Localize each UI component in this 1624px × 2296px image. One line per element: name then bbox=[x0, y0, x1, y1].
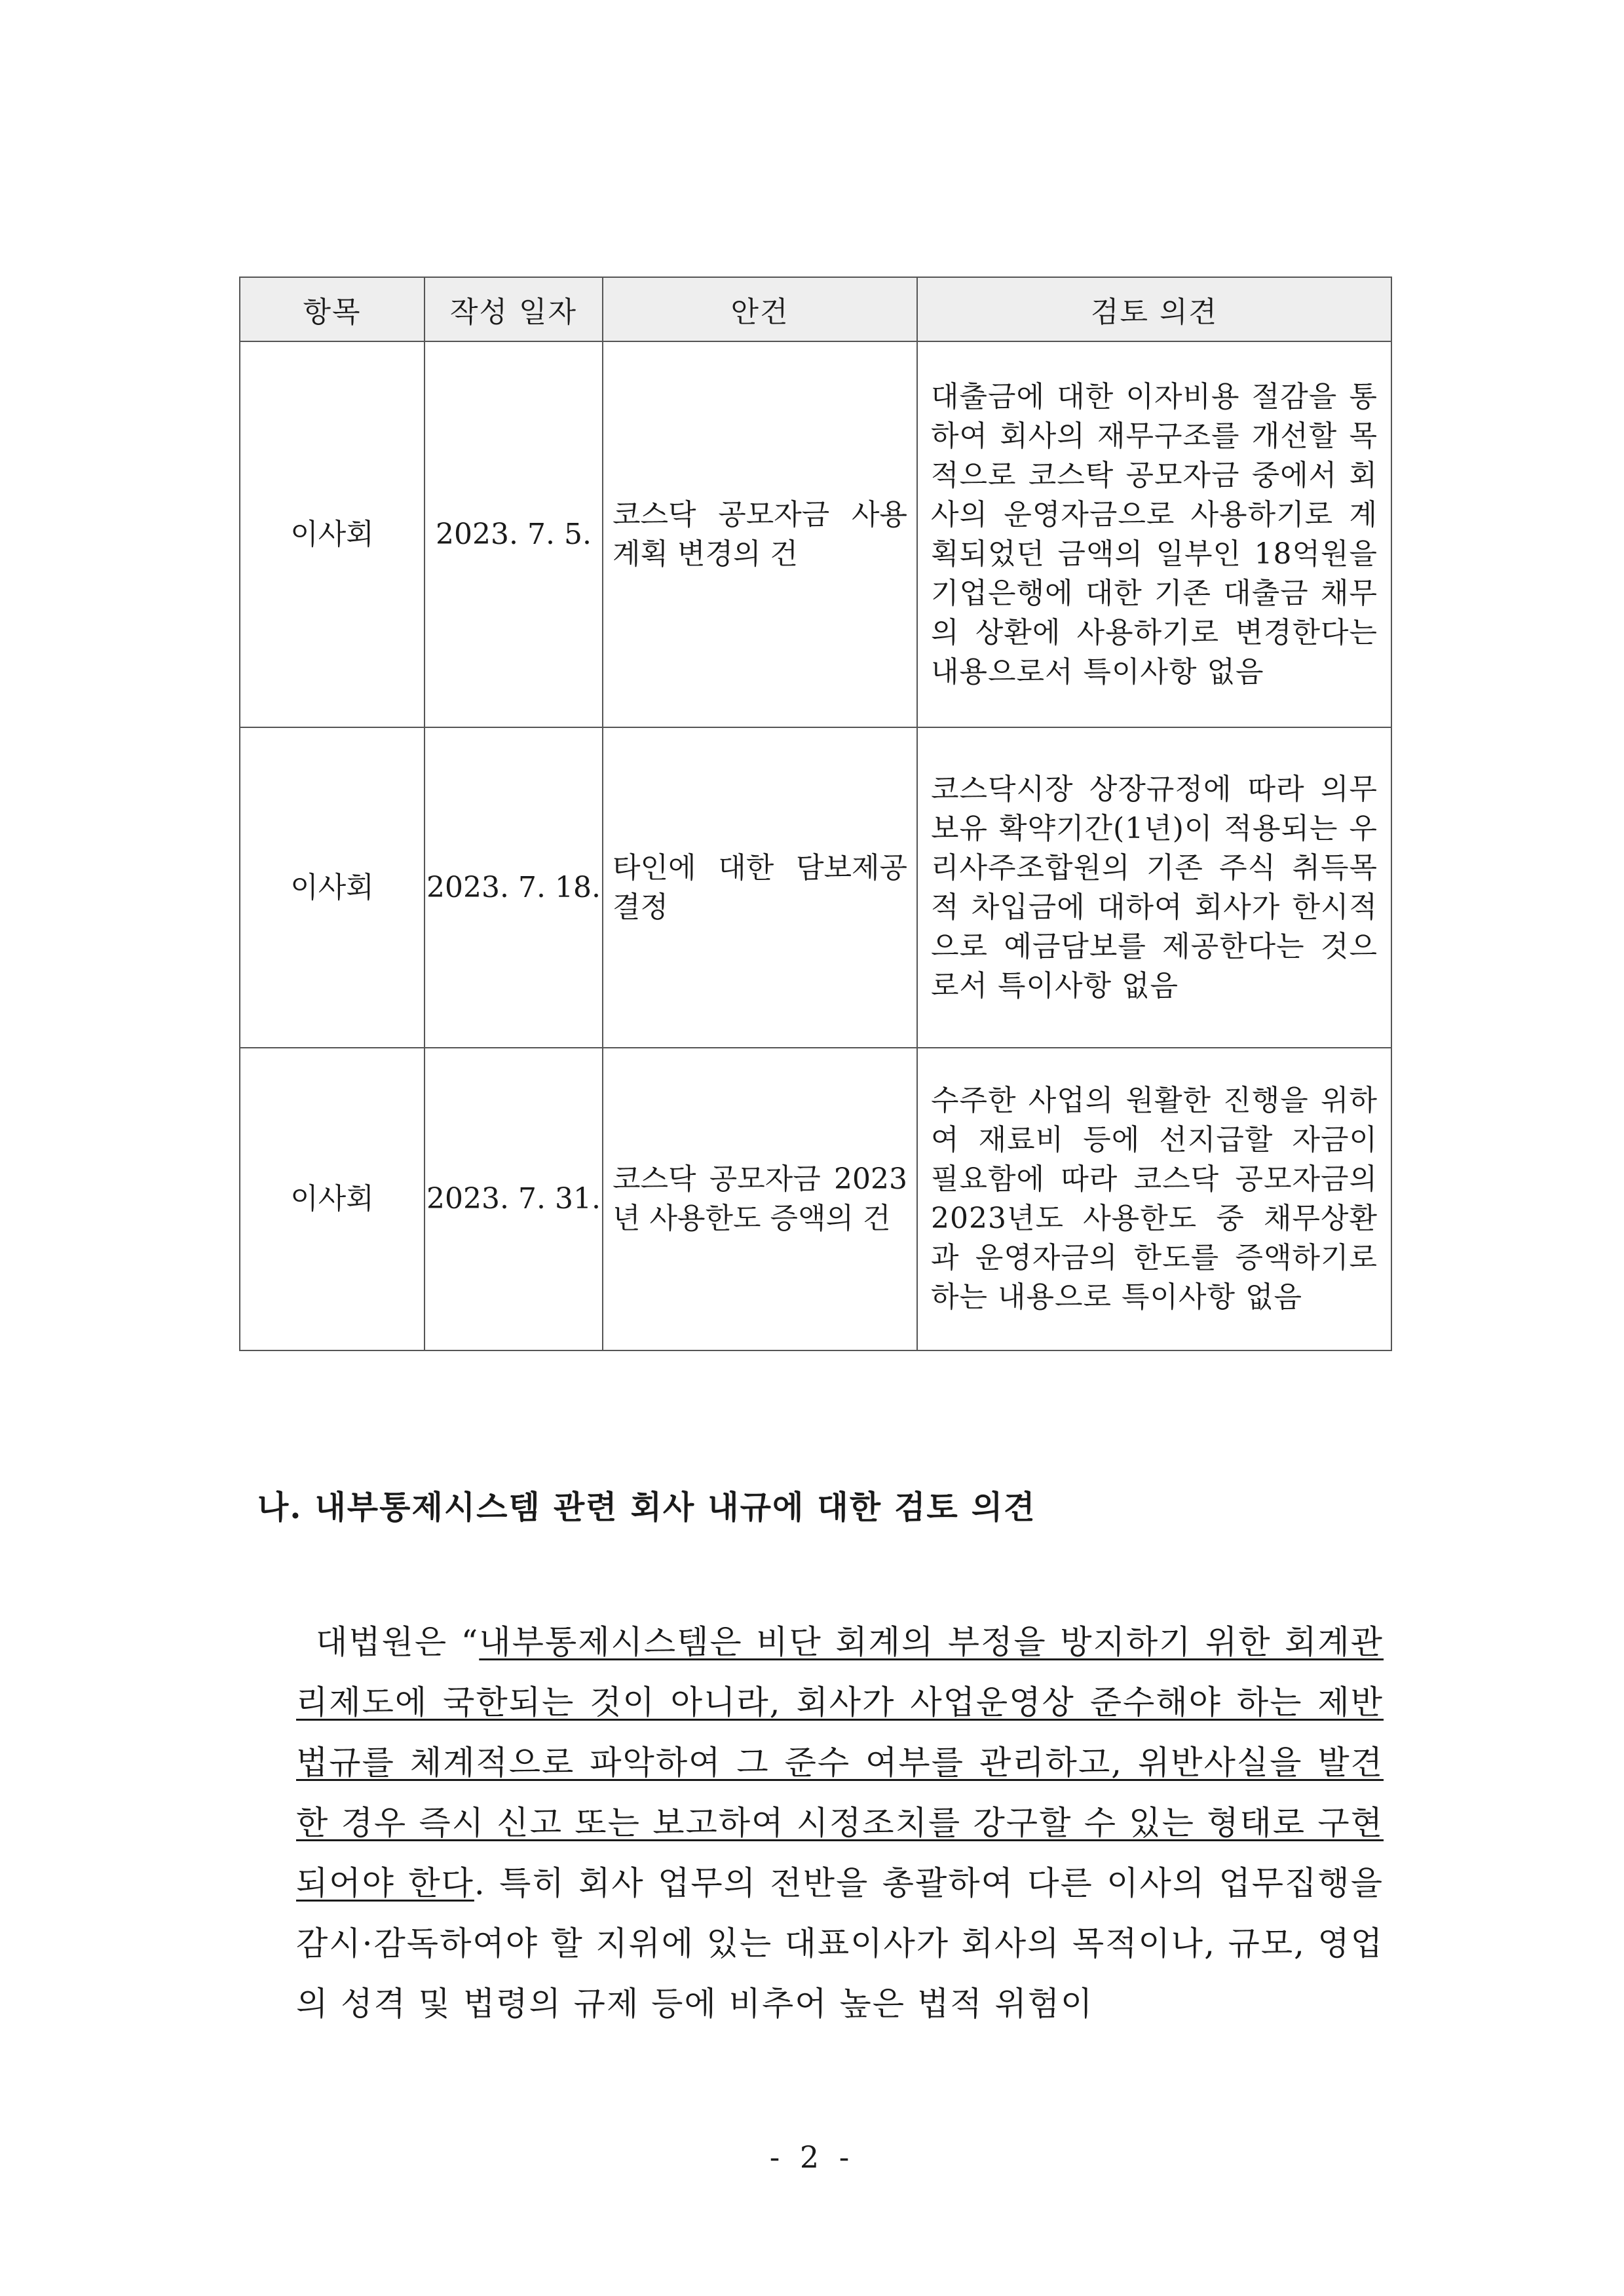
cell-item: 이사회 bbox=[240, 727, 425, 1048]
cell-date: 2023. 7. 31. bbox=[425, 1048, 603, 1350]
section-heading: 나. 내부통제시스템 관련 회사 내규에 대한 검토 의견 bbox=[257, 1488, 1036, 1526]
cell-item: 이사회 bbox=[240, 341, 425, 727]
header-date: 작성 일자 bbox=[425, 277, 603, 341]
cell-date: 2023. 7. 18. bbox=[425, 727, 603, 1048]
header-opinion: 검토 의견 bbox=[917, 277, 1391, 341]
cell-opinion: 대출금에 대한 이자비용 절감을 통하여 회사의 재무구조를 개선할 목적으로 코스탁 공모자금 중에서 회사의 운영자금으로 사용하기로 계획되었던 금액의 일부인 18억원을 기업은행에 대한 기존 대출금 채무의 상환에 사용하기로 변경한다는 내용으로서 특이사항 없음 bbox=[917, 341, 1391, 727]
page-number: - 2 - bbox=[769, 2139, 855, 2175]
cell-agenda: 코스닥 공모자금 2023년 사용한도 증액의 건 bbox=[603, 1048, 917, 1350]
cell-agenda: 코스닥 공모자금 사용계획 변경의 건 bbox=[603, 341, 917, 727]
table-row bbox=[240, 727, 1391, 1048]
cell-item: 이사회 bbox=[240, 1048, 425, 1350]
table-header-row bbox=[240, 277, 1391, 341]
para-rest: . 특히 회사 업무의 전반을 총괄하여 다른 이사의 업무집행을 감시·감독하여야 할 지위에 있는 대표이사가 회사의 목적이나, 규모, 영업의 성격 및 법령의 규제 등에 비추어 높은 법적 위험이 bbox=[296, 1864, 1384, 2023]
supreme-court-quote: 내부통제시스템은 비단 회계의 부정을 방지하기 위한 회계관리제도에 국한되는 것이 아니라, 회사가 사업운영상 준수해야 하는 제반 법규를 체계적으로 파악하여 그 준수 여부를 관리하고, 위반사실을 발견한 경우 즉시 신고 또는 보고하여 시정조치를 강구할 수 있는 형태로 구현되어야 한다 bbox=[296, 1623, 1384, 1902]
cell-date: 2023. 7. 5. bbox=[425, 341, 603, 727]
para-lead: 대법원은 “ bbox=[316, 1623, 480, 1661]
board-review-table bbox=[239, 277, 1392, 1351]
cell-agenda: 타인에 대한 담보제공 결정 bbox=[603, 727, 917, 1048]
table-row bbox=[240, 1048, 1391, 1350]
header-item: 항목 bbox=[240, 277, 425, 341]
body-paragraph bbox=[296, 1612, 1384, 2034]
cell-opinion: 코스닥시장 상장규정에 따라 의무보유 확약기간(1년)이 적용되는 우리사주조합원의 기존 주식 취득목적 차입금에 대하여 회사가 한시적으로 예금담보를 제공한다는 것으로서 특이사항 없음 bbox=[917, 727, 1391, 1048]
table-row bbox=[240, 341, 1391, 727]
header-agenda: 안건 bbox=[603, 277, 917, 341]
cell-opinion: 수주한 사업의 원활한 진행을 위하여 재료비 등에 선지급할 자금이 필요함에 따라 코스닥 공모자금의 2023년도 사용한도 중 채무상환과 운영자금의 한도를 증액하기로 하는 내용으로 특이사항 없음 bbox=[917, 1048, 1391, 1350]
